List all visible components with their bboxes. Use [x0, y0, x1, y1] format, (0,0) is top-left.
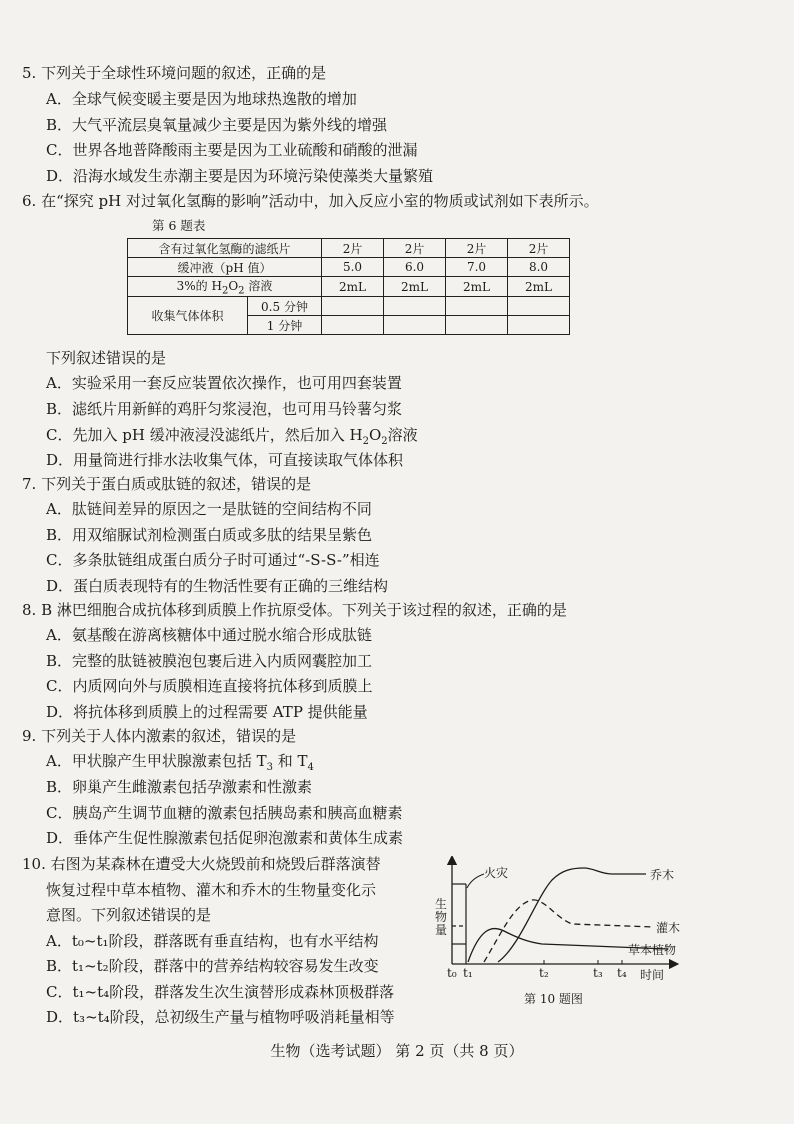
tick-t3: t₃ — [593, 966, 603, 980]
row-label-buffer: 缓冲液（pH 值） — [128, 258, 322, 277]
table-cell: 2mL — [446, 277, 508, 297]
q8-stem: 8. B 淋巴细胞合成抗体移到质膜上作抗原受体。下列关于该过程的叙述，正确的是 — [22, 601, 567, 619]
q6-option-c: C．先加入 pH 缓冲液浸没滤纸片，然后加入 $H_2O_2$溶液 — [46, 426, 418, 447]
fire-leader-line — [467, 874, 484, 888]
table-cell — [384, 316, 446, 335]
tree-label: 乔木 — [650, 868, 675, 882]
table-cell — [446, 297, 508, 316]
herb-label: 草本植物 — [628, 943, 677, 957]
row-label-filter-paper: 含有过氧化氢酶的滤纸片 — [128, 239, 322, 258]
q5-option-c: C．世界各地普降酸雨主要是因为工业硫酸和硝酸的泄漏 — [46, 141, 418, 159]
q6-option-b: B．滤纸片用新鲜的鸡肝匀浆浸泡，也可用马铃薯匀浆 — [46, 400, 403, 418]
q7-option-d: D．蛋白质表现特有的生物活性要有正确的三维结构 — [46, 577, 389, 595]
tick-t4: t₄ — [617, 966, 627, 980]
q10-option-a: A．t₀~t₁阶段，群落既有垂直结构，也有水平结构 — [46, 932, 379, 950]
q6-option-d: D．用量筒进行排水法收集气体，可直接读取气体体积 — [46, 451, 404, 469]
q7-stem: 7. 下列关于蛋白质或肽链的叙述，错误的是 — [22, 475, 312, 493]
tick-t1: t₁ — [463, 966, 473, 980]
table-row — [128, 277, 570, 297]
tick-t2: t₂ — [539, 966, 549, 980]
row-label-h2o2: 3%的 $H_2O_2$ 溶液 — [128, 277, 322, 297]
tree-curve — [498, 868, 646, 962]
table-row — [128, 239, 570, 258]
table-cell: 2mL — [322, 277, 384, 297]
table-cell: 2片 — [508, 239, 570, 258]
q9-stem: 9. 下列关于人体内激素的叙述，错误的是 — [22, 727, 297, 745]
page-footer: 生物（选考试题） 第 2 页（共 8 页） — [270, 1042, 524, 1060]
row-sublabel-one-minute: 1 分钟 — [248, 316, 322, 335]
q5-option-d: D．沿海水域发生赤潮主要是因为环境污染使藻类大量繁殖 — [46, 167, 434, 185]
q10-figure-caption: 第 10 题图 — [524, 992, 583, 1006]
q10-figure — [432, 856, 694, 1002]
table-cell — [322, 297, 384, 316]
q10-stem-line-1: 10. 右图为某森林在遭受大火烧毁前和烧毁后群落演替 — [22, 855, 381, 873]
table-cell: 2片 — [446, 239, 508, 258]
row-label-gas-volume: 收集气体体积 — [128, 297, 248, 335]
table-cell — [384, 297, 446, 316]
table-cell — [508, 316, 570, 335]
q9-option-a: A．甲状腺产生甲状腺激素包括 $T_3$ 和 $T_4$ — [46, 752, 314, 773]
q10-option-c: C．t₁~t₄阶段，群落发生次生演替形成森林顶极群落 — [46, 983, 395, 1001]
shrub-label: 灌木 — [656, 921, 681, 935]
q9-option-d: D．垂体产生促性腺激素包括促卵泡激素和黄体生成素 — [46, 829, 404, 847]
q8-option-b: B．完整的肽链被膜泡包裹后进入内质网囊腔加工 — [46, 652, 373, 670]
q10-option-b: B．t₁~t₂阶段，群落中的营养结构较容易发生改变 — [46, 957, 379, 975]
table-cell: 7.0 — [446, 258, 508, 277]
q7-option-a: A．肽链间差异的原因之一是肽链的空间结构不同 — [46, 500, 372, 518]
table-cell: 2mL — [508, 277, 570, 297]
tick-t0: t₀ — [447, 966, 457, 980]
row-sublabel-half-minute: 0.5 分钟 — [248, 297, 322, 316]
q8-option-d: D．将抗体移到质膜上的过程需要 ATP 提供能量 — [46, 703, 368, 721]
q10-option-d: D．t₃~t₄阶段，总初级生产量与植物呼吸消耗量相等 — [46, 1008, 395, 1026]
table-row — [128, 297, 570, 316]
q6-table — [127, 238, 570, 335]
q10-stem-line-3: 意图。下列叙述错误的是 — [46, 906, 212, 924]
table-cell: 2片 — [384, 239, 446, 258]
q6-option-a: A．实验采用一套反应装置依次操作，也可用四套装置 — [46, 374, 402, 392]
table-row — [128, 258, 570, 277]
table-cell: 2片 — [322, 239, 384, 258]
q10-stem-line-2: 恢复过程中草本植物、灌木和乔木的生物量变化示 — [46, 881, 377, 899]
table-cell: 8.0 — [508, 258, 570, 277]
q7-option-b: B．用双缩脲试剂检测蛋白质或多肽的结果呈紫色 — [46, 526, 373, 544]
x-axis-label: 时间 — [640, 968, 665, 982]
q5-stem: 5. 下列关于全球性环境问题的叙述，正确的是 — [22, 64, 327, 82]
table-cell: 6.0 — [384, 258, 446, 277]
q5-option-b: B．大气平流层臭氧量减少主要是因为紫外线的增强 — [46, 116, 388, 134]
table-cell: 2mL — [384, 277, 446, 297]
q7-option-c: C．多条肽链组成蛋白质分子时可通过“-S-S-”相连 — [46, 551, 380, 569]
q9-option-b: B．卵巢产生雌激素包括孕激素和性激素 — [46, 778, 313, 796]
table-cell — [508, 297, 570, 316]
q8-option-c: C．内质网向外与质膜相连直接将抗体移到质膜上 — [46, 677, 373, 695]
y-axis-label: 生物量 — [434, 897, 447, 937]
q8-option-a: A．氨基酸在游离核糖体中通过脱水缩合形成肽链 — [46, 626, 372, 644]
fire-label: 火灾 — [484, 866, 509, 880]
q6-stem: 6. 在“探究 pH 对过氧化氢酶的影响”活动中，加入反应小室的物质或试剂如下表所示。 — [22, 192, 599, 210]
table-cell — [446, 316, 508, 335]
q5-option-a: A．全球气候变暖主要是因为地球热逸散的增加 — [46, 90, 357, 108]
table-cell: 5.0 — [322, 258, 384, 277]
table-cell — [322, 316, 384, 335]
q6-table-caption: 第 6 题表 — [152, 218, 206, 233]
q9-option-c: C．胰岛产生调节血糖的激素包括胰岛素和胰高血糖素 — [46, 804, 403, 822]
q6-sub-stem: 下列叙述错误的是 — [46, 349, 167, 367]
